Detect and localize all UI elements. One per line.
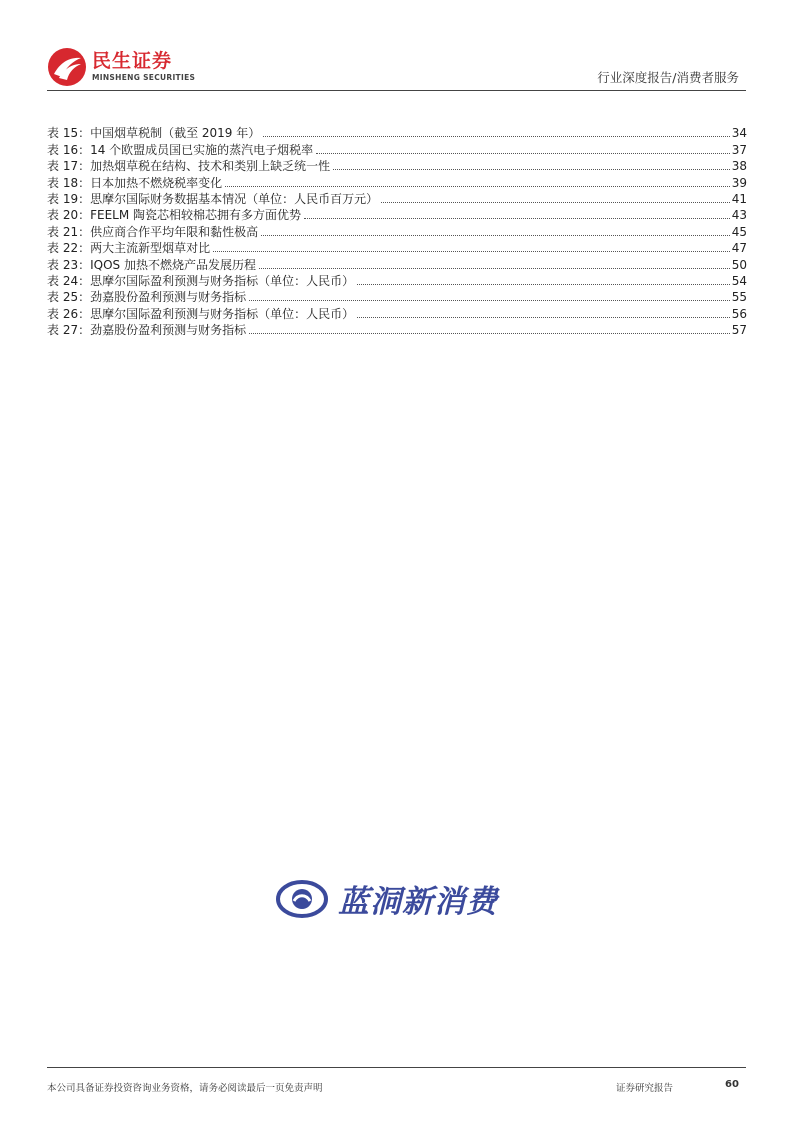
- toc-entry-page: 54: [731, 273, 747, 288]
- toc-dot-leader: [333, 169, 730, 170]
- toc-entry[interactable]: [47, 304, 747, 320]
- footer-doc-type: 证券研究报告: [616, 1083, 674, 1094]
- toc-entry-page: 45: [731, 224, 747, 239]
- toc-dot-leader: [263, 136, 729, 137]
- toc-entry-title: 表 19：思摩尔国际财务数据基本情况（单位：人民币百万元）: [47, 191, 379, 206]
- toc-entry-title: 表 18：日本加热不燃烧税率变化: [47, 175, 223, 190]
- toc-entry-page: 56: [731, 306, 747, 321]
- toc-entry-page: 37: [731, 142, 747, 157]
- page-header: [0, 0, 793, 92]
- toc-entry-page: 34: [731, 126, 747, 141]
- toc-entry[interactable]: [47, 222, 747, 238]
- toc-entry-title: 表 22：两大主流新型烟草对比: [47, 241, 211, 256]
- toc-entry[interactable]: [47, 321, 747, 337]
- toc-entry-title: 表 20：FEELM 陶瓷芯相较棉芯拥有多方面优势: [47, 208, 302, 223]
- toc-dot-leader: [357, 317, 730, 318]
- toc-entry-title: 表 25：劲嘉股份盈利预测与财务指标: [47, 290, 247, 305]
- toc-dot-leader: [259, 268, 730, 269]
- toc-entry[interactable]: [47, 255, 747, 271]
- header-divider: [47, 90, 746, 91]
- toc-entry[interactable]: [47, 124, 747, 140]
- toc-entry-page: 39: [731, 175, 747, 190]
- toc-entry-page: 55: [731, 290, 747, 305]
- toc-entry[interactable]: [47, 173, 747, 189]
- toc-entry[interactable]: [47, 272, 747, 288]
- toc-entry-title: 表 26：思摩尔国际盈利预测与财务指标（单位：人民币）: [47, 306, 355, 321]
- toc-entry[interactable]: [47, 140, 747, 156]
- minsheng-logo-icon: [47, 47, 87, 87]
- toc-dot-leader: [261, 235, 730, 236]
- toc-dot-leader: [357, 284, 730, 285]
- toc-entry-page: 50: [731, 257, 747, 272]
- toc-dot-leader: [249, 333, 730, 334]
- toc-entry-title: 表 21：供应商合作平均年限和黏性极高: [47, 224, 259, 239]
- toc-entry[interactable]: [47, 239, 747, 255]
- logo-chinese-name: 民生证券: [92, 50, 173, 72]
- toc-entry[interactable]: [47, 206, 747, 222]
- toc-entry-title: 表 27：劲嘉股份盈利预测与财务指标: [47, 323, 247, 338]
- watermark-text: 蓝洞新消费: [338, 884, 498, 920]
- page-number: 60: [725, 1079, 739, 1090]
- toc-dot-leader: [213, 251, 730, 252]
- toc-dot-leader: [249, 300, 730, 301]
- report-category: 行业深度报告/消费者服务: [597, 70, 739, 85]
- footer-disclaimer: 本公司具备证券投资咨询业务资格，请务必阅读最后一页免责声明: [47, 1083, 323, 1094]
- toc-dot-leader: [316, 153, 730, 154]
- toc-entry-page: 41: [731, 191, 747, 206]
- toc-entry-page: 47: [731, 241, 747, 256]
- watermark: [276, 876, 498, 921]
- toc-entry[interactable]: [47, 190, 747, 206]
- logo-english-name: MINSHENG SECURITIES: [92, 73, 196, 82]
- toc-entry-title: 表 23：IQOS 加热不燃烧产品发展历程: [47, 257, 256, 272]
- toc-entry-page: 43: [731, 208, 747, 223]
- table-of-tables: [47, 124, 747, 337]
- toc-entry-title: 表 15：中国烟草税制（截至 2019 年）: [47, 126, 261, 141]
- footer-divider: [47, 1067, 746, 1068]
- toc-entry-title: 表 17：加热烟草税在结构、技术和类别上缺乏统一性: [47, 159, 331, 174]
- minsheng-logo: [47, 47, 195, 87]
- toc-entry-page: 57: [731, 323, 747, 338]
- toc-entry-page: 38: [731, 159, 747, 174]
- eye-logo-icon: [276, 879, 332, 919]
- toc-dot-leader: [304, 218, 730, 219]
- toc-entry-title: 表 24：思摩尔国际盈利预测与财务指标（单位：人民币）: [47, 273, 355, 288]
- toc-dot-leader: [381, 202, 730, 203]
- toc-dot-leader: [225, 186, 730, 187]
- toc-entry[interactable]: [47, 288, 747, 304]
- toc-entry[interactable]: [47, 157, 747, 173]
- toc-entry-title: 表 16：14 个欧盟成员国已实施的蒸汽电子烟税率: [47, 142, 314, 157]
